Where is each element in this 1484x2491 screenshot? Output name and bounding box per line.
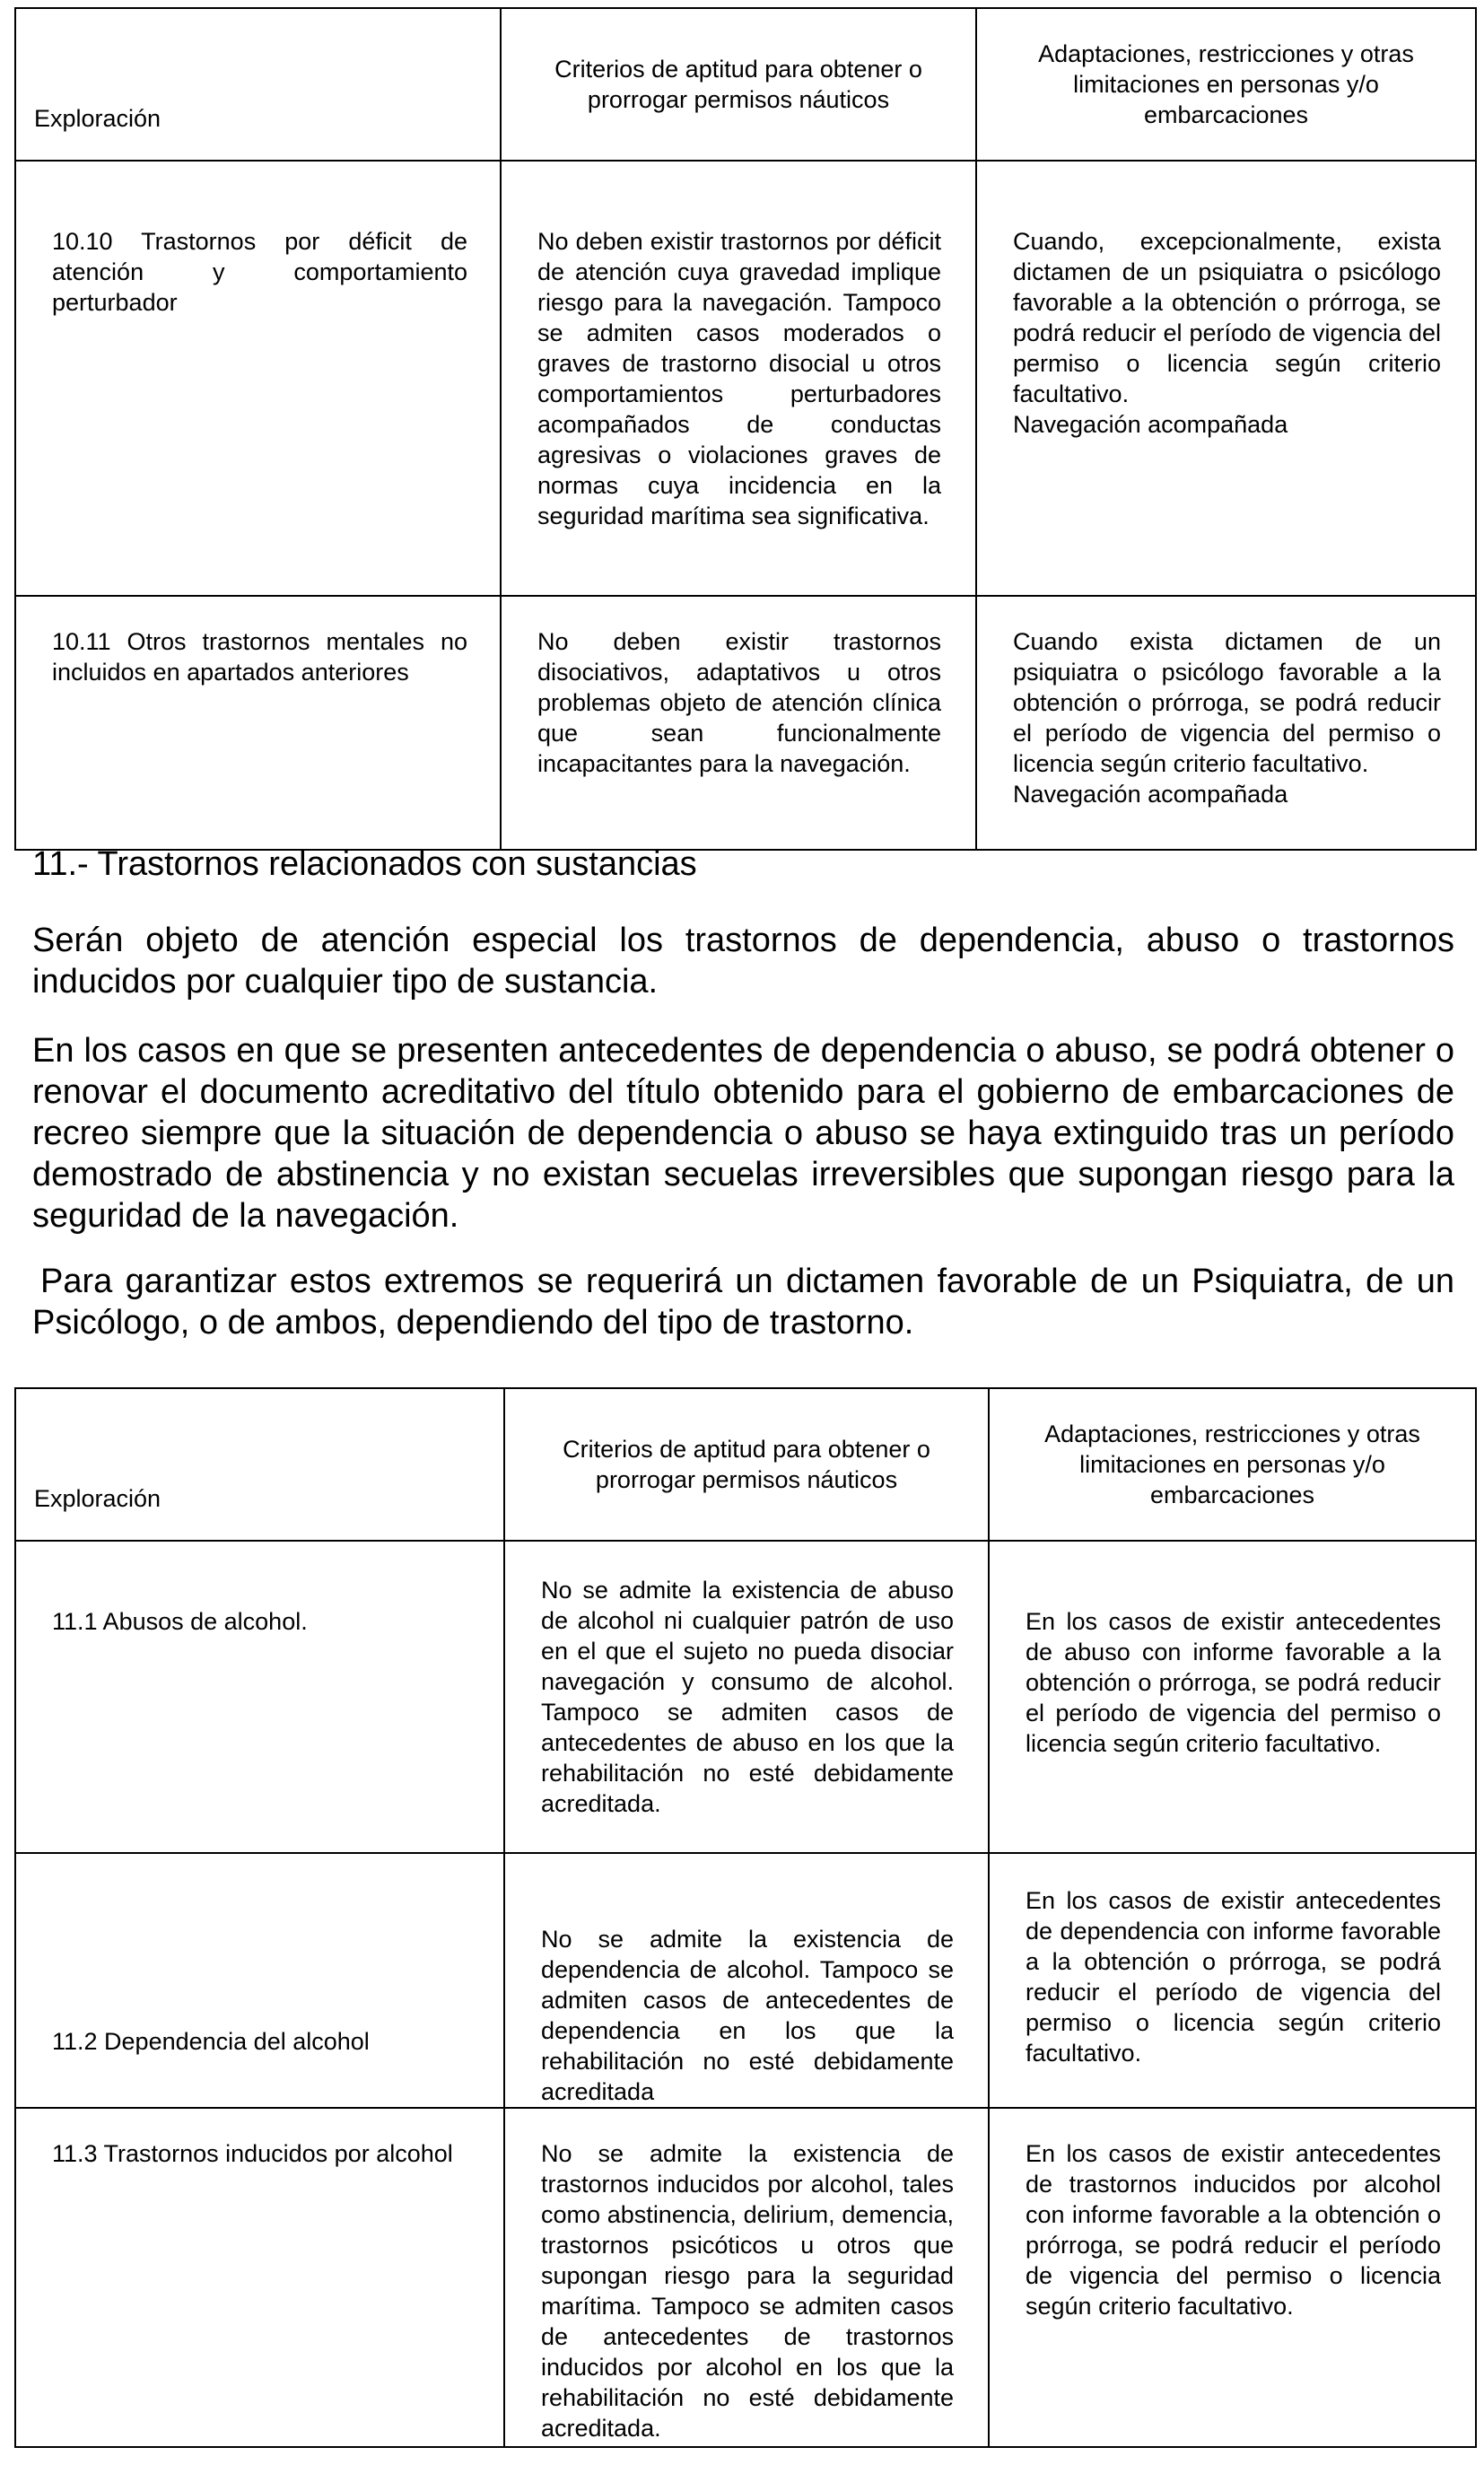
- exploration-text: 10.10 Trastornos por déficit de atención y comportamiento perturbador: [52, 228, 467, 316]
- header-criterios: [501, 8, 976, 161]
- adaptations-note: Navegación acompañada: [1013, 411, 1288, 438]
- table-cell-adaptations: [989, 2108, 1476, 2447]
- table-cell-criteria: [504, 2108, 989, 2447]
- table-cell-criteria: [501, 161, 976, 596]
- table-row: [15, 1541, 1476, 1853]
- exploration-text: 11.3 Trastornos inducidos por alcohol: [52, 2140, 453, 2167]
- header-adaptaciones: [976, 8, 1476, 161]
- section-paragraph: En los casos en que se presenten antecedentes de dependencia o abuso, se podrá obtener o renovar el documento acreditativo del título obtenido para el gobierno de embarcaciones de recreo siempre que la situación de dependencia o abuso se haya extinguido tras un período demostrado de abstinencia y no existan secuelas irreversibles que supongan riesgo para la seguridad de la navegación.: [32, 1032, 1454, 1235]
- adaptations-text: En los casos de existir antecedentes de abuso con informe favorable a la obtención o prórroga, se podrá reducir el período de vigencia del permiso o licencia según criterio facultativo.: [1026, 1608, 1441, 1757]
- header-criterios: [504, 1388, 989, 1541]
- table-cell-exploration: [15, 1541, 504, 1853]
- section-paragraph: Serán objeto de atención especial los trastornos de dependencia, abuso o trastornos inducidos por cualquier tipo de sustancia.: [32, 922, 1454, 1001]
- table-fitness-criteria-mental: [14, 7, 1477, 851]
- table-cell-adaptations: [989, 1853, 1476, 2108]
- table-cell-criteria: [504, 1541, 989, 1853]
- table-cell-adaptations: [976, 596, 1476, 850]
- table-fitness-criteria-alcohol: [14, 1387, 1477, 2448]
- table-cell-adaptations: [976, 161, 1476, 596]
- table-row: [15, 596, 1476, 850]
- adaptations-text: En los casos de existir antecedentes de dependencia con informe favorable a la obtención o prórroga, se podrá reducir el período de vigencia del permiso o licencia según criterio facultativo.: [1026, 1887, 1441, 2067]
- header-exploracion: Exploración: [15, 8, 501, 161]
- table-cell-criteria: [504, 1853, 989, 2108]
- table-header-row: [15, 8, 1476, 161]
- table-header-row: [15, 1388, 1476, 1541]
- criteria-text: No deben existir trastornos por déficit de atención cuya gravedad implique riesgo para la navegación. Tampoco se admiten casos moderados o graves de trastorno disocial u otros comportamientos perturbadores acompañados de conductas agresivas o violaciones graves de normas cuya incidencia en la seguridad marítima sea significativa.: [537, 228, 941, 529]
- table-row: [15, 2108, 1476, 2447]
- table-cell-adaptations: [989, 1541, 1476, 1853]
- adaptations-text: Cuando exista dictamen de un psiquiatra o psicólogo favorable a la obtención o prórroga, se podrá reducir el período de vigencia del permiso o licencia según criterio facultativo.: [1013, 628, 1441, 777]
- criteria-text: No se admite la existencia de trastornos inducidos por alcohol, tales como abstinencia, delirium, demencia, trastornos psicóticos u otros que supongan riesgo para la seguridad marítima. Tampoco se admiten casos de antecedentes de trastornos inducidos por alcohol en los que la rehabilitación no esté debidamente acreditada.: [541, 2140, 954, 2442]
- header-criterios-text: Criterios de aptitud para obtener o prorrogar permisos náuticos: [563, 1436, 930, 1493]
- adaptations-cell-content: [977, 597, 1475, 809]
- table-cell-exploration: [15, 161, 501, 596]
- table-cell-exploration: [15, 1853, 504, 2108]
- header-adaptaciones: [989, 1388, 1476, 1541]
- exploration-text: 11.1 Abusos de alcohol.: [52, 1608, 308, 1635]
- adaptations-note: Navegación acompañada: [1013, 781, 1288, 808]
- criteria-text: No deben existir trastornos disociativos, adaptativos u otros problemas objeto de atención clínica que sean funcionalmente incapacitantes para la navegación.: [537, 628, 941, 777]
- adaptations-cell-content: [977, 162, 1475, 440]
- section-heading: 11.- Trastornos relacionados con sustancias: [32, 845, 697, 883]
- table-row: [15, 161, 1476, 596]
- adaptations-text: Cuando, excepcionalmente, exista dictamen de un psiquiatra o psicólogo favorable a la obtención o prórroga, se podrá reducir el período de vigencia del permiso o licencia según criterio facultativo.: [1013, 228, 1441, 407]
- table-row: [15, 1853, 1476, 2108]
- header-exploracion: Exploración: [15, 1388, 504, 1541]
- criteria-text: No se admite la existencia de dependencia de alcohol. Tampoco se admiten casos de antecedentes de dependencia en los que la rehabilitación no esté debidamente acreditada: [541, 1926, 954, 2105]
- header-adaptaciones-text: Adaptaciones, restricciones y otras limitaciones en personas y/o embarcaciones: [1038, 40, 1414, 128]
- exploration-text: 11.2 Dependencia del alcohol: [52, 2028, 370, 2055]
- exploration-text: 10.11 Otros trastornos mentales no incluidos en apartados anteriores: [52, 628, 467, 686]
- table-cell-exploration: [15, 2108, 504, 2447]
- criteria-text: No se admite la existencia de abuso de alcohol ni cualquier patrón de uso en el que el sujeto no pueda disociar navegación y consumo de alcohol. Tampoco se admiten casos de antecedentes de abuso en los que la rehabilitación no esté debidamente acreditada.: [541, 1577, 954, 1817]
- section-paragraph: Para garantizar estos extremos se requerirá un dictamen favorable de un Psiquiatra, de un Psicólogo, o de ambos, dependiendo del tipo de trastorno.: [32, 1263, 1454, 1342]
- adaptations-text: En los casos de existir antecedentes de trastornos inducidos por alcohol con informe favorable a la obtención o prórroga, se podrá reducir el período de vigencia del permiso o licencia según criterio facultativo.: [1026, 2140, 1441, 2320]
- header-adaptaciones-text: Adaptaciones, restricciones y otras limitaciones en personas y/o embarcaciones: [1044, 1420, 1420, 1508]
- table-cell-criteria: [501, 596, 976, 850]
- header-criterios-text: Criterios de aptitud para obtener o prorrogar permisos náuticos: [554, 56, 922, 113]
- table-cell-exploration: [15, 596, 501, 850]
